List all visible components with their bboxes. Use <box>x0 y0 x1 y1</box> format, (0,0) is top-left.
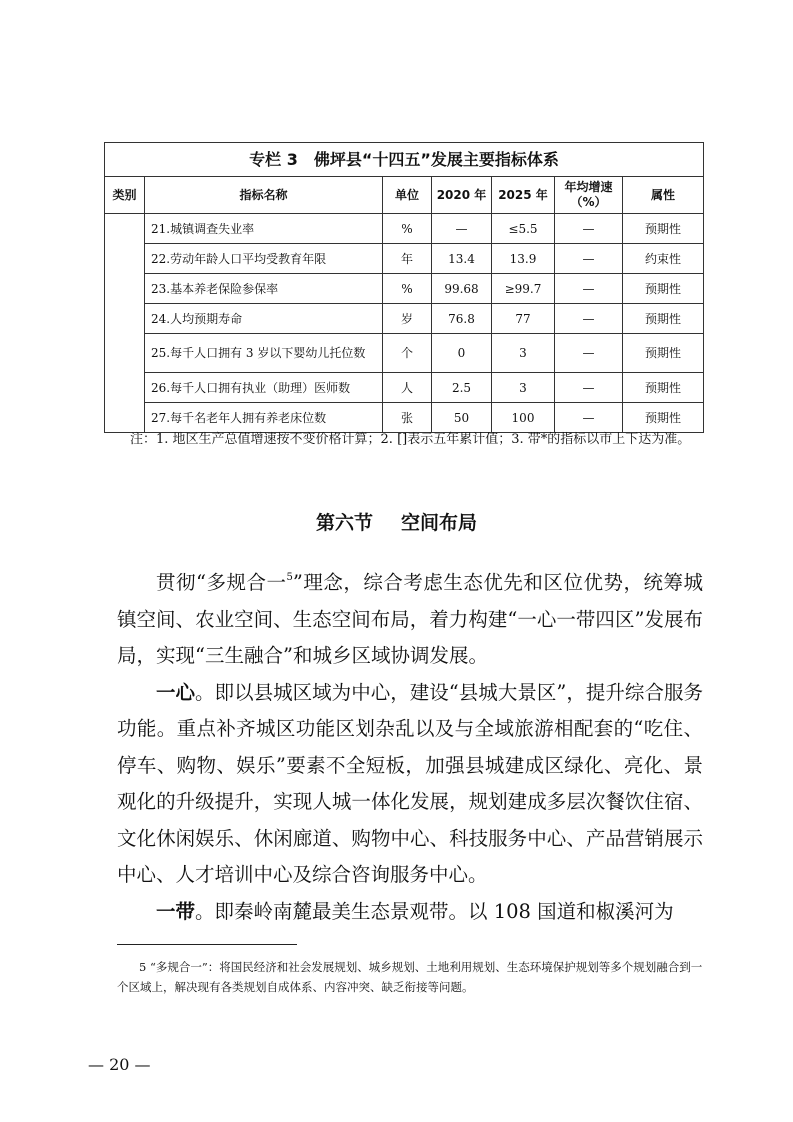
category-cell <box>105 214 145 433</box>
value-2025: 77 <box>492 304 555 334</box>
paragraph <box>117 675 703 894</box>
value-2020: 50 <box>432 403 492 433</box>
value-2025: 13.9 <box>492 244 555 274</box>
indicator-unit: 人 <box>383 373 432 403</box>
paragraph-text: 贯彻“多规合一 <box>156 571 287 594</box>
value-2020: — <box>432 214 492 244</box>
page-number: — 20 — <box>88 1055 151 1074</box>
paragraph-text: ”理念，综合考虑生态优先和区位优势，统筹城镇空间、农业空间、生态空间布局，着力构建“一心一带四区”发展布局，实现“三生融合”和城乡区域协调发展。 <box>117 571 703 667</box>
paragraph-text: 。即秦岭南麓最美生态景观带。以 108 国道和椒溪河为 <box>195 899 674 923</box>
table-title: 专栏 3 佛坪县“十四五”发展主要指标体系 <box>105 143 704 177</box>
value-2020: 13.4 <box>432 244 492 274</box>
indicator-unit: 年 <box>383 244 432 274</box>
indicator-name: 24.人均预期寿命 <box>145 304 383 334</box>
indicator-name: 21.城镇调查失业率 <box>145 214 383 244</box>
value-growth: — <box>555 214 623 244</box>
value-2025: 3 <box>492 334 555 373</box>
indicator-name: 22.劳动年龄人口平均受教育年限 <box>145 244 383 274</box>
indicator-unit: % <box>383 274 432 304</box>
header-annual-growth: 年均增速（%） <box>555 177 623 214</box>
footnote-ref[interactable]: 5 <box>286 572 293 583</box>
value-growth: — <box>555 403 623 433</box>
table-row <box>105 244 704 274</box>
value-attribute: 预期性 <box>623 334 704 373</box>
paragraph-text: 。即以县城区域为中心，建设“县城大景区”，提升综合服务功能。重点补齐城区功能区划杂乱以及与全域旅游相配套的“吃住、停车、购物、娱乐”要素不全短板，加强县城建成区绿化、亮化、景观化的升级提升，实现人城一体化发展，规划建成多层次餐饮住宿、文化休闲娱乐、休闲廊道、购物中心、科技服务中心、产品营销展示中心、人才培训中心及综合咨询服务中心。 <box>117 680 703 886</box>
header-2025: 2025 年 <box>492 177 555 214</box>
value-2025: 3 <box>492 373 555 403</box>
indicator-unit: 个 <box>383 334 432 373</box>
table-row <box>105 274 704 304</box>
section-heading <box>0 508 793 535</box>
table-header-row <box>105 177 704 214</box>
indicator-unit: 张 <box>383 403 432 433</box>
value-attribute: 预期性 <box>623 214 704 244</box>
header-category: 类别 <box>105 177 145 214</box>
value-attribute: 预期性 <box>623 373 704 403</box>
value-2025: 100 <box>492 403 555 433</box>
value-2020: 2.5 <box>432 373 492 403</box>
indicator-name: 26.每千人口拥有执业（助理）医师数 <box>145 373 383 403</box>
value-2025: ≥99.7 <box>492 274 555 304</box>
header-attribute: 属性 <box>623 177 704 214</box>
section-number: 第六节 <box>315 512 373 534</box>
value-2025: ≤5.5 <box>492 214 555 244</box>
value-growth: — <box>555 244 623 274</box>
header-indicator-name: 指标名称 <box>145 177 383 214</box>
footnote: 5 “多规合一”：将国民经济和社会发展规划、城乡规划、土地利用规划、生态环境保护规划等多个规划融合到一个区域上，解决现有各类规划自成体系、内容冲突、缺乏衔接等问题。 <box>117 960 703 994</box>
header-2020: 2020 年 <box>432 177 492 214</box>
table-note: 注：1. 地区生产总值增速按不变价格计算；2. []表示五年累计值；3. 带*的指标以市上下达为准。 <box>130 432 691 447</box>
indicator-name: 23.基本养老保险参保率 <box>145 274 383 304</box>
value-attribute: 约束性 <box>623 244 704 274</box>
indicator-name: 25.每千人口拥有 3 岁以下婴幼儿托位数 <box>145 334 383 373</box>
paragraph <box>117 565 703 675</box>
value-growth: — <box>555 373 623 403</box>
value-2020: 99.68 <box>432 274 492 304</box>
value-growth: — <box>555 334 623 373</box>
section-title: 空间布局 <box>401 512 478 534</box>
paragraph-lead: 一心 <box>156 680 196 704</box>
paragraph <box>117 894 703 931</box>
value-2020: 0 <box>432 334 492 373</box>
body-text <box>117 565 703 930</box>
indicator-unit: 岁 <box>383 304 432 334</box>
footnote-divider <box>117 944 297 945</box>
table-row <box>105 334 704 373</box>
value-attribute: 预期性 <box>623 403 704 433</box>
value-growth: — <box>555 274 623 304</box>
value-2020: 76.8 <box>432 304 492 334</box>
indicator-name: 27.每千名老年人拥有养老床位数 <box>145 403 383 433</box>
indicator-table <box>104 142 704 433</box>
table-row <box>105 304 704 334</box>
table-title-row <box>105 143 704 177</box>
table-row <box>105 403 704 433</box>
table-row <box>105 373 704 403</box>
table-row <box>105 214 704 244</box>
paragraph-lead: 一带 <box>156 899 196 923</box>
indicator-unit: % <box>383 214 432 244</box>
header-unit: 单位 <box>383 177 432 214</box>
value-attribute: 预期性 <box>623 304 704 334</box>
value-growth: — <box>555 304 623 334</box>
value-attribute: 预期性 <box>623 274 704 304</box>
